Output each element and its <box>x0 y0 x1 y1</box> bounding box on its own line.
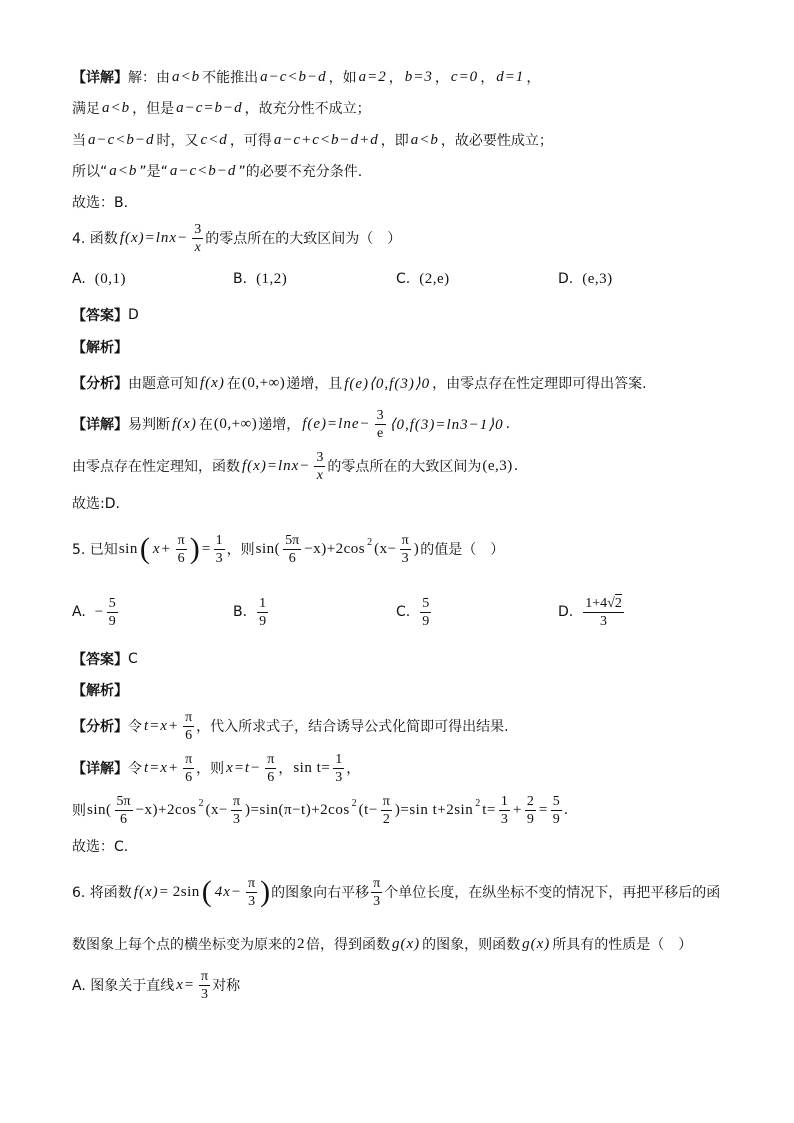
q3-detail-line-2 <box>72 93 371 123</box>
option-value: (0,1) <box>94 270 127 287</box>
option-text: 对称 <box>212 978 241 994</box>
option-value: (2,e) <box>419 270 450 287</box>
fraction <box>183 709 194 744</box>
math-expression: x+ <box>152 540 172 557</box>
fraction <box>176 532 187 567</box>
fraction-numerator: 3 <box>376 407 384 423</box>
math-expression: )=sin(π−t)+2cos <box>245 801 350 818</box>
choice-text: 故选：C. <box>72 839 129 855</box>
fraction <box>192 221 203 256</box>
choice-text: 故选：B. <box>72 195 129 211</box>
math-expression: f(x) <box>172 415 197 432</box>
fraction <box>400 532 411 567</box>
fraction <box>375 407 386 442</box>
big-parenthesis: ( <box>201 875 212 908</box>
explanation-text: 令 <box>128 761 142 777</box>
q4-analysis-heading <box>72 332 128 362</box>
explanation-text: 则 <box>72 803 86 819</box>
fraction <box>551 793 562 828</box>
fraction-denominator: 6 <box>120 811 128 827</box>
question-text: ，则 <box>226 542 255 558</box>
big-parenthesis: ) <box>260 875 271 908</box>
fraction-numerator <box>583 595 624 613</box>
fraction <box>214 532 225 567</box>
math-number: 2 <box>297 935 305 952</box>
choice-text: 故选:D. <box>72 496 120 512</box>
option-letter: A. <box>72 271 86 287</box>
minus-sign: − <box>94 603 104 620</box>
fraction <box>583 595 624 630</box>
fraction-numerator: 1 <box>500 793 508 809</box>
fraction-numerator: 3 <box>194 221 202 237</box>
fraction-numerator: π <box>373 875 381 891</box>
punctuation: ， <box>526 70 541 86</box>
analysis-sub-label: 【分析】 <box>72 719 128 735</box>
math-expression: (x− <box>205 801 228 818</box>
q3-detail-line-4 <box>72 156 362 186</box>
question-text: 的图象向右平移 <box>271 885 370 901</box>
math-expression: (0,+∞) <box>213 415 258 432</box>
numerator-term: 1+4 <box>585 595 608 611</box>
fraction-denominator: 3 <box>600 613 608 629</box>
fraction-numerator: 5π <box>116 793 131 809</box>
fraction-numerator: 5 <box>108 595 116 611</box>
fraction-numerator: 5π <box>285 532 300 548</box>
explanation-text: 递增，且 <box>286 376 343 392</box>
option-letter: B. <box>233 271 248 287</box>
explanation-text: 满足 <box>72 101 100 117</box>
q5-option-b <box>233 597 270 627</box>
math-expression: c<d <box>200 131 228 148</box>
analysis-label: 【解析】 <box>72 340 128 356</box>
math-expression: (x− <box>374 540 397 557</box>
fraction-denominator: 9 <box>259 613 267 629</box>
q4-option-d <box>558 264 614 294</box>
fraction-numerator: π <box>232 793 241 809</box>
math-expression: t= <box>482 801 496 818</box>
exponent: 2 <box>351 797 357 809</box>
explanation-text: 在 <box>198 417 213 433</box>
math-expression: a=2 <box>358 68 387 85</box>
fraction <box>420 595 431 630</box>
q4-stem <box>72 223 401 253</box>
math-expression: x=t− <box>226 759 262 776</box>
explanation-text: 当 <box>72 133 86 149</box>
q4-analysis <box>72 368 647 398</box>
math-expression: a<b <box>410 131 439 148</box>
fraction-numerator: 1 <box>215 532 223 548</box>
detail-label: 【详解】 <box>72 761 128 777</box>
math-expression: = <box>201 540 211 557</box>
math-expression: sin( <box>87 801 112 818</box>
fraction <box>231 793 242 828</box>
big-parenthesis: ) <box>189 532 200 565</box>
fraction <box>525 793 536 828</box>
math-expression: a−c<b−d <box>88 131 155 148</box>
math-expression: a−c+c<b−d+d <box>273 131 379 148</box>
fraction <box>246 875 257 910</box>
explanation-text: ，故充分性不成立； <box>244 101 371 117</box>
math-expression: −x)+2cos <box>304 540 366 557</box>
exponent: 2 <box>367 536 373 548</box>
fraction-denominator: 3 <box>335 769 343 785</box>
q3-detail-line-1 <box>72 62 540 92</box>
punctuation: ， <box>480 70 495 86</box>
fraction-denominator: 9 <box>422 613 430 629</box>
fraction-denominator: 3 <box>248 893 256 909</box>
q4-option-b <box>233 264 288 294</box>
math-expression: −x)+2cos <box>135 801 197 818</box>
answer-label: 【答案】 <box>72 652 128 668</box>
explanation-text: ，但是 <box>132 101 175 117</box>
fraction-denominator: 6 <box>185 769 193 785</box>
math-expression: t=x+ <box>144 759 180 776</box>
fraction <box>499 793 510 828</box>
math-expression: d=1 <box>496 68 525 85</box>
punctuation: ， <box>346 761 361 777</box>
explanation-text: 由题意可知 <box>128 376 198 392</box>
math-expression: f(x)=lnx− <box>119 229 189 246</box>
fraction <box>257 595 268 630</box>
detail-label: 【详解】 <box>72 417 128 433</box>
question-text: 数图象上每个点的横坐标变为原来的 <box>72 937 296 953</box>
fraction <box>283 532 301 567</box>
fraction-denominator: 6 <box>185 727 193 743</box>
math-expression: f(x)= <box>133 883 170 900</box>
fraction <box>265 751 276 786</box>
question-text: 倍，得到函数 <box>306 937 390 953</box>
q4-conclusion <box>72 451 518 481</box>
explanation-text: ，则 <box>196 761 225 777</box>
fraction-numerator: π <box>401 532 409 548</box>
radicand: 2 <box>614 595 622 611</box>
math-expression: f(x) <box>200 374 225 391</box>
q5-option-d <box>558 597 626 627</box>
fraction <box>199 968 210 1003</box>
answer-value: D <box>128 307 139 323</box>
punctuation: . <box>505 416 511 432</box>
math-expression: ⟨0,f(3)=ln3−1⟩0 <box>389 416 504 433</box>
q4-options <box>0 264 794 294</box>
explanation-text: 易判断 <box>128 417 170 433</box>
option-letter: B. <box>233 604 248 620</box>
math-expression: a<b <box>172 68 201 85</box>
fraction-denominator: 3 <box>215 550 223 566</box>
question-text: 的图象，则函数 <box>422 937 521 953</box>
option-letter: D. <box>558 604 574 620</box>
math-expression: g(x) <box>392 935 421 952</box>
fraction-denominator: 3 <box>201 986 209 1002</box>
explanation-text: 时，又 <box>156 133 199 149</box>
math-expression: 4x− <box>214 883 243 900</box>
fraction-numerator: π <box>185 709 193 725</box>
question-text: 5. 已知 <box>72 542 118 558</box>
question-text: 的值是（ ） <box>420 542 505 558</box>
math-operator: = <box>538 801 548 818</box>
fraction <box>115 793 133 828</box>
fraction-denominator: 2 <box>382 811 390 827</box>
option-letter: D. <box>558 271 574 287</box>
math-expression: a<b <box>102 99 131 116</box>
explanation-text: 令 <box>128 719 142 735</box>
explanation-text: 解：由 <box>128 70 170 86</box>
q6-stem-line-2 <box>72 929 692 959</box>
fraction-denominator: 3 <box>500 811 508 827</box>
fraction-numerator: π <box>177 532 185 548</box>
sqrt-sign: √ <box>607 595 615 611</box>
q4-choice <box>72 488 120 518</box>
q4-answer <box>72 300 139 330</box>
math-expression: f(x)=lnx− <box>242 457 311 474</box>
explanation-text: ，如 <box>328 70 357 86</box>
option-letter: A. <box>72 604 86 620</box>
punctuation: . <box>513 458 519 474</box>
math-expression: a−c<b−d <box>260 68 327 85</box>
fraction <box>371 875 382 910</box>
explanation-text: ，故必要性成立； <box>440 133 553 149</box>
fraction <box>333 751 344 786</box>
fraction-denominator: 6 <box>267 769 275 785</box>
math-expression: sin t= <box>293 759 331 776</box>
fraction-denominator: x <box>316 467 323 483</box>
fraction-numerator: 2 <box>526 793 534 809</box>
q5-option-a <box>72 597 120 627</box>
q5-option-c <box>396 597 433 627</box>
q4-option-c <box>396 264 451 294</box>
option-letter: C. <box>396 271 411 287</box>
fraction-numerator: 5 <box>422 595 430 611</box>
explanation-text: ，即 <box>380 133 409 149</box>
math-expression: x= <box>176 976 196 993</box>
q5-options <box>0 597 794 627</box>
big-parenthesis: ( <box>139 532 150 565</box>
option-value: (1,2) <box>256 270 288 287</box>
math-expression: a<b <box>109 162 138 179</box>
fraction-denominator: 3 <box>401 550 409 566</box>
math-expression: a−c=b−d <box>176 99 243 116</box>
math-expression: sin( <box>255 540 281 557</box>
math-expression: (e,3) <box>482 457 513 474</box>
fraction-numerator: 3 <box>316 449 324 465</box>
exponent: 2 <box>475 797 481 809</box>
math-function: sin <box>118 540 138 557</box>
explanation-text: ，代入所求式子，结合诱导公式化简即可得出结果. <box>196 719 509 735</box>
math-expression: ) <box>413 540 420 557</box>
math-expression: b=3 <box>404 68 433 85</box>
explanation-text: ”的必要不充分条件. <box>238 164 363 180</box>
fraction <box>314 449 325 484</box>
question-text: 4. 函数 <box>72 231 118 247</box>
math-expression: f(e)=lne− <box>302 415 371 432</box>
math-expression: f(e)⟨0,f(3)⟩0 <box>344 375 431 392</box>
punctuation: ， <box>388 70 403 86</box>
fraction <box>183 751 194 786</box>
answer-value: C <box>128 651 138 667</box>
fraction-numerator: π <box>248 875 256 891</box>
fraction-denominator: x <box>194 239 201 255</box>
question-text: 所具有的性质是（ ） <box>552 937 693 953</box>
explanation-text: 在 <box>226 376 241 392</box>
detail-label: 【详解】 <box>72 70 128 86</box>
explanation-text: 所以“ <box>72 164 108 180</box>
explanation-text: ”是“ <box>139 164 168 180</box>
punctuation: . <box>563 802 569 818</box>
q5-analysis-heading <box>72 675 128 705</box>
fraction-numerator: π <box>185 751 193 767</box>
q5-stem <box>72 534 504 564</box>
q3-choice <box>72 187 128 217</box>
punctuation: ， <box>434 70 449 86</box>
fraction <box>381 793 392 828</box>
exponent: 2 <box>198 797 204 809</box>
fraction-denominator: 3 <box>373 893 381 909</box>
fraction-denominator: e <box>377 425 384 441</box>
q4-detail <box>72 409 510 439</box>
q5-answer <box>72 644 138 674</box>
math-expression: t=x+ <box>144 717 180 734</box>
math-expression: )=sin t+2sin <box>394 801 474 818</box>
analysis-label: 【解析】 <box>72 683 128 699</box>
explanation-text: 递增， <box>258 417 301 433</box>
fraction-numerator: π <box>382 793 390 809</box>
option-text: A. 图象关于直线 <box>72 978 175 994</box>
q5-detail <box>72 753 360 783</box>
q5-derivation <box>72 795 568 825</box>
explanation-text: 不能推出 <box>202 70 259 86</box>
q3-detail-line-3 <box>72 125 553 155</box>
math-function: 2sin <box>172 883 200 900</box>
fraction-denominator: 9 <box>552 811 560 827</box>
math-expression: g(x) <box>522 935 551 952</box>
option-letter: C. <box>396 604 411 620</box>
q6-stem-line-1 <box>72 877 720 907</box>
explanation-text: 的零点所在的大致区间为 <box>327 459 482 475</box>
answer-label: 【答案】 <box>72 308 128 324</box>
fraction-numerator: π <box>267 751 275 767</box>
math-expression: a−c<b−d <box>169 162 237 179</box>
question-text: 个单位长度，在纵坐标不变的情况下，再把平移后的函 <box>384 885 721 901</box>
fraction-denominator: 9 <box>108 613 116 629</box>
q5-analysis <box>72 711 509 741</box>
q5-choice <box>72 831 128 861</box>
fraction-denominator: 6 <box>177 550 185 566</box>
fraction-numerator: π <box>201 968 209 984</box>
fraction-numerator: 5 <box>552 793 560 809</box>
punctuation: ， <box>278 761 293 777</box>
math-expression: (0,+∞) <box>241 374 286 391</box>
explanation-text: ，可得 <box>229 133 272 149</box>
option-value: (e,3) <box>582 270 613 287</box>
math-operator: + <box>512 801 522 818</box>
explanation-text: ，由零点存在性定理即可得出答案. <box>432 376 647 392</box>
fraction-numerator: 1 <box>259 595 267 611</box>
math-expression: c=0 <box>450 68 479 85</box>
fraction-denominator: 6 <box>288 550 296 566</box>
question-text: 的零点所在的大致区间为（ ） <box>205 231 402 247</box>
math-expression: (t− <box>358 801 378 818</box>
fraction-numerator: 1 <box>335 751 343 767</box>
q4-option-a <box>72 264 127 294</box>
question-text: 6. 将函数 <box>72 885 132 901</box>
fraction-denominator: 3 <box>233 811 240 827</box>
explanation-text: 由零点存在性定理知，函数 <box>72 459 240 475</box>
fraction <box>107 595 118 630</box>
fraction-denominator: 9 <box>526 811 534 827</box>
q6-option-a <box>72 970 240 1000</box>
analysis-sub-label: 【分析】 <box>72 376 128 392</box>
